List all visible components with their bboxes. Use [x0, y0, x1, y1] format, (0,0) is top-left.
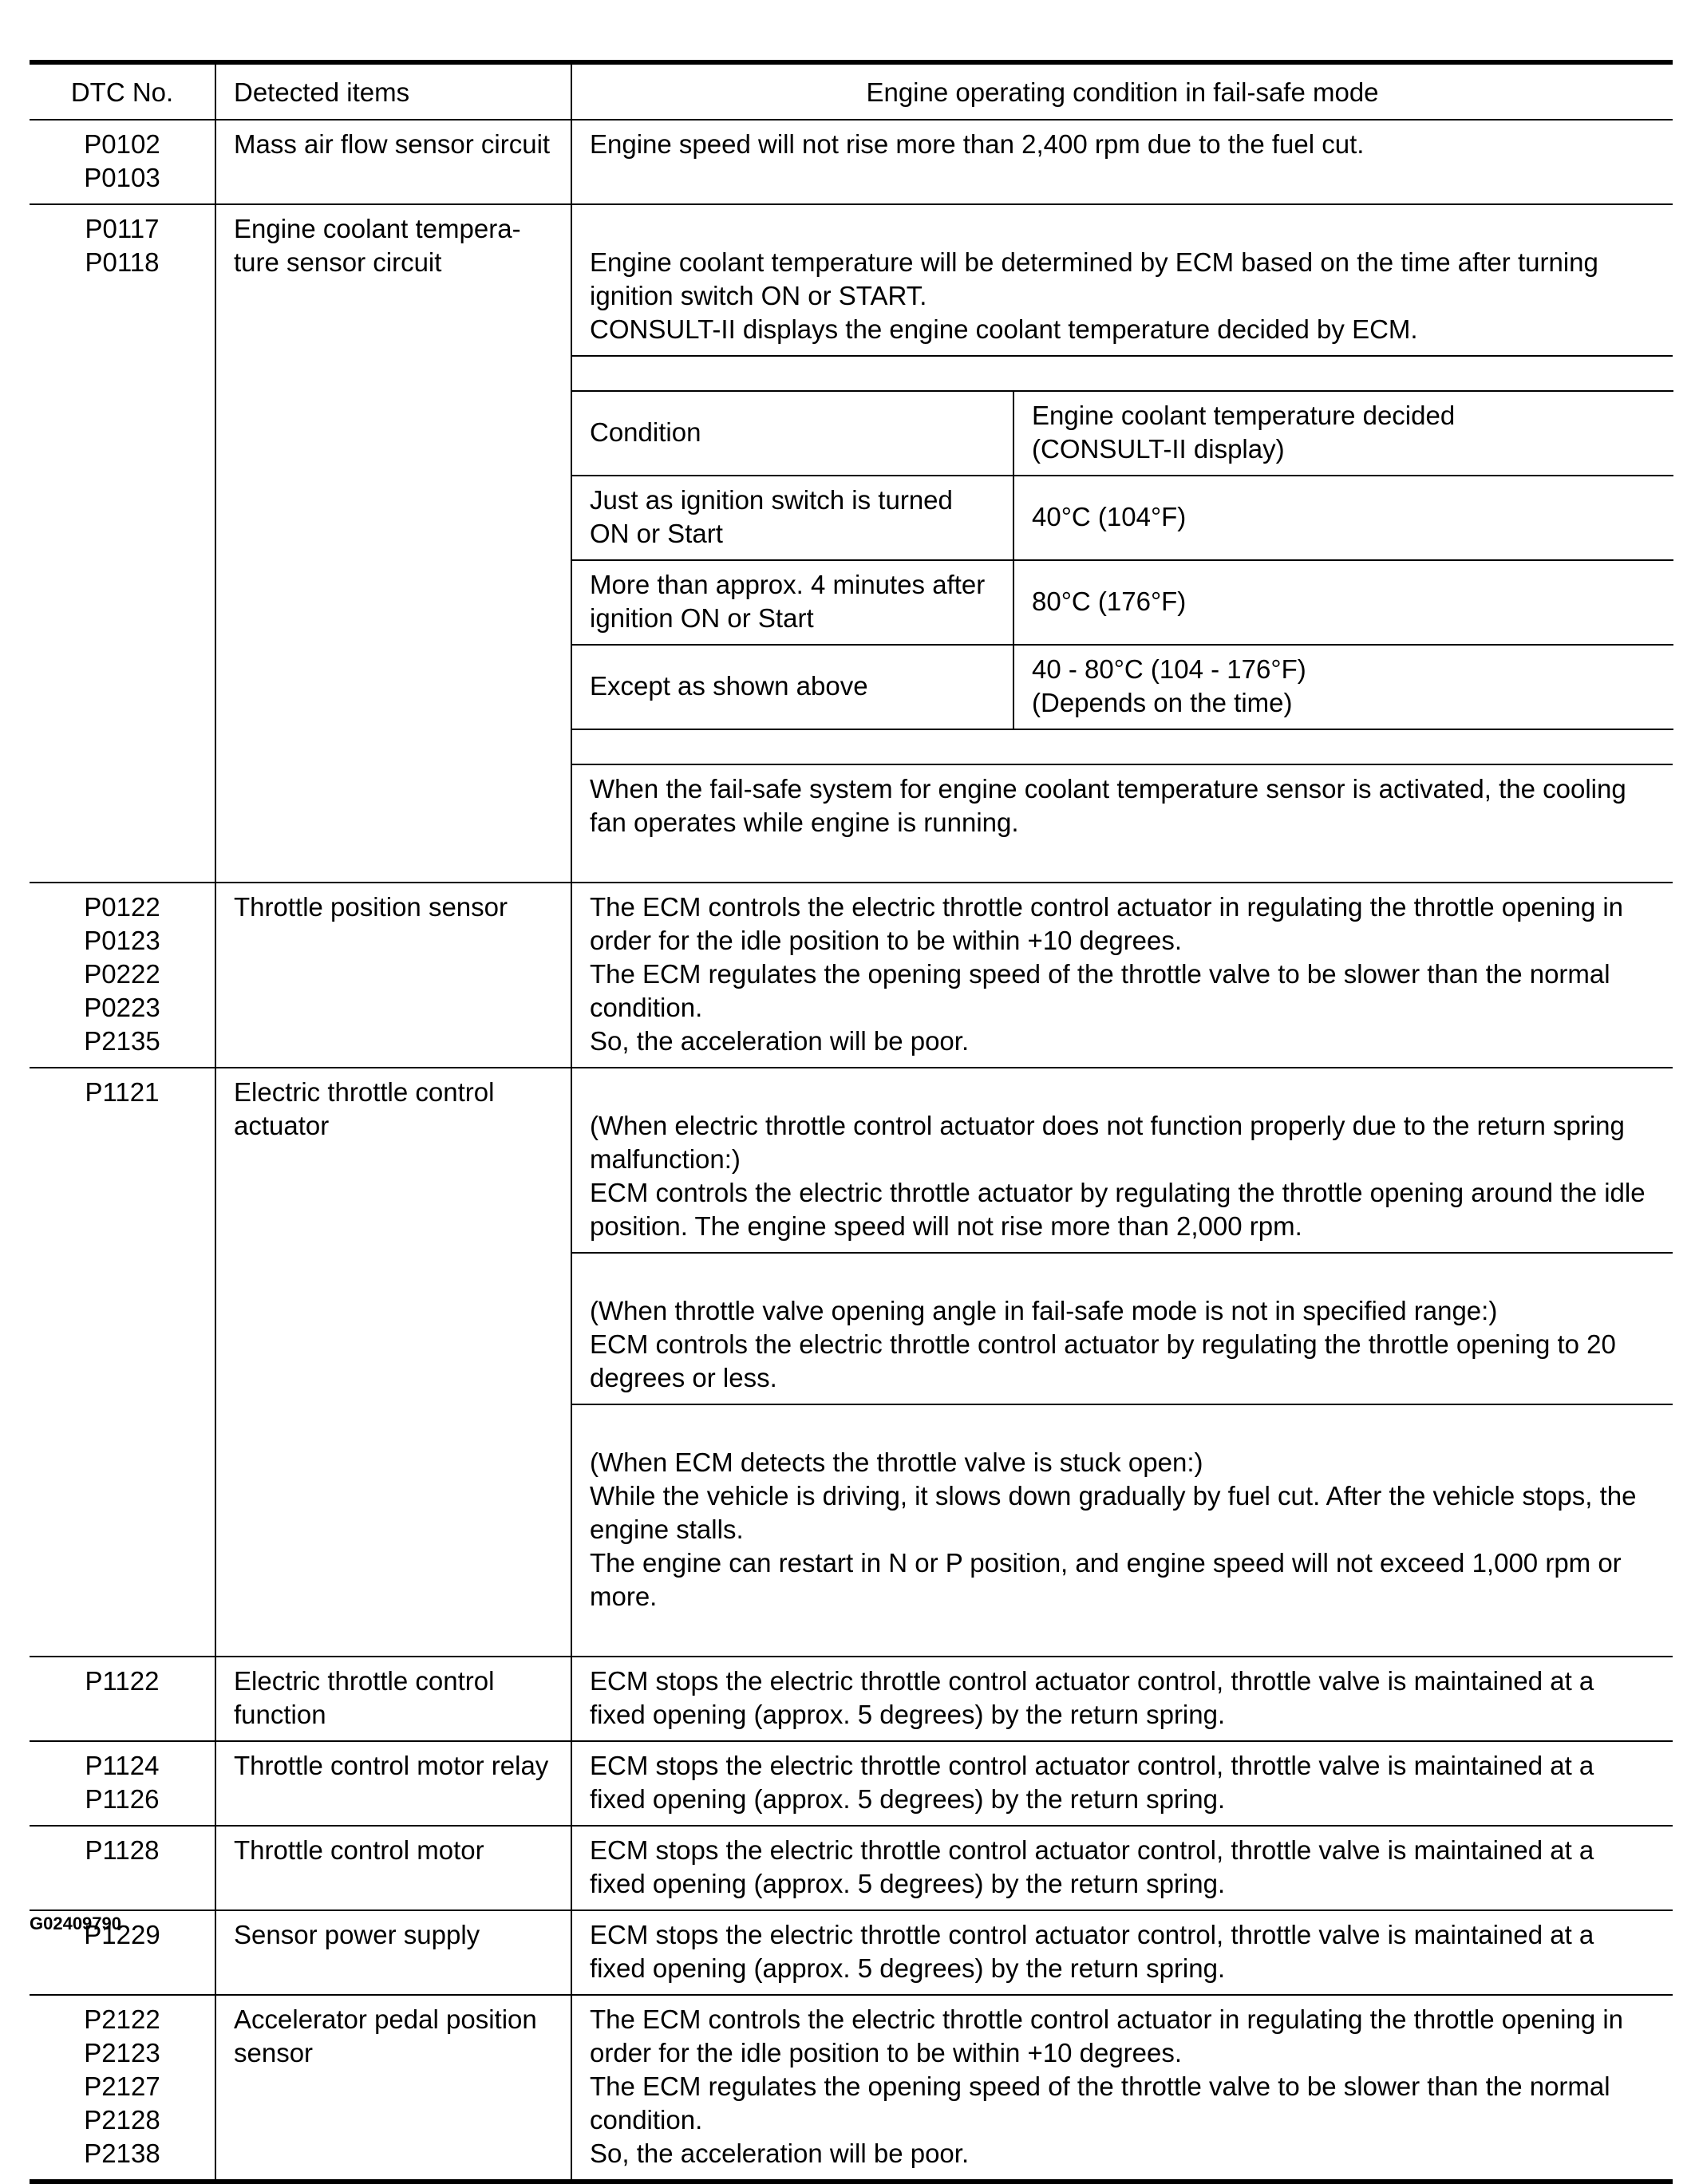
- subtable-header-condition: Condition: [572, 391, 1013, 476]
- detected-item-cell: Throttle position sensor: [215, 883, 571, 1068]
- fail-safe-block: (When ECM detects the throttle valve is stuck open:) While the vehicle is driving, it slows down gradually by fuel cut. After the vehicle stops, the engine stalls. The engine can restart in N or P position, and engine speed will not exceed 1,000 rpm or more.: [590, 1447, 1637, 1611]
- fail-safe-cell: The ECM controls the electric throttle control actuator in regulating the throttle opening in order for the idle position to be within +10 degrees. The ECM regulates the opening speed of the throttle valve to be slower than the normal condition. So, the acceleration will be poor.: [571, 1995, 1673, 2182]
- fail-safe-cell: ECM stops the electric throttle control actuator control, throttle valve is maintained at a fixed opening (approx. 5 degrees) by the return spring.: [571, 1657, 1673, 1741]
- dtc-code-cell: P1124 P1126: [30, 1741, 215, 1826]
- dtc-code-cell: P0102 P0103: [30, 120, 215, 204]
- coolant-intro-text: Engine coolant temperature will be determined by ECM based on the time after turning ignition switch ON or START. CONSULT-II displays the engine coolant temperature decided by ECM.: [572, 239, 1673, 357]
- subtable-temperature-cell: 40°C (104°F): [1013, 476, 1673, 560]
- fail-safe-cell: [571, 204, 1673, 883]
- subtable-temperature-cell: 40 - 80°C (104 - 176°F) (Depends on the time): [1013, 645, 1673, 729]
- fail-safe-cell: ECM stops the electric throttle control actuator control, throttle valve is maintained at a fixed opening (approx. 5 degrees) by the return spring.: [571, 1910, 1673, 1995]
- table-header-row: [30, 62, 1673, 120]
- table-row: [30, 883, 1673, 1068]
- dtc-code-cell: P2122 P2123 P2127 P2128 P2138: [30, 1995, 215, 2182]
- detected-item-cell: Mass air flow sensor circuit: [215, 120, 571, 204]
- dtc-code-cell: P0117 P0118: [30, 204, 215, 883]
- detected-item-cell: Electric throttle control actuator: [215, 1068, 571, 1657]
- table-row: [30, 1068, 1673, 1657]
- fail-safe-block: (When electric throttle control actuator does not function properly due to the return spring malfunction:) ECM controls the electric throttle actuator by regulating the throttle opening around the idle position. The engine speed will not rise more than 2,000 rpm.: [572, 1102, 1673, 1254]
- fail-safe-cell: Engine speed will not rise more than 2,400 rpm due to the fuel cut.: [571, 120, 1673, 204]
- coolant-outro-text: When the fail-safe system for engine coolant temperature sensor is activated, the cooling fan operates while engine is running.: [572, 764, 1673, 848]
- dtc-code-cell: P1128: [30, 1826, 215, 1910]
- subtable-header-row: [572, 391, 1673, 476]
- header-detected-items: Detected items: [215, 62, 571, 120]
- table-row: [30, 1657, 1673, 1741]
- coolant-temperature-subtable: [572, 390, 1673, 730]
- detected-item-cell: Throttle control motor: [215, 1826, 571, 1910]
- fail-safe-table: [30, 60, 1673, 2184]
- figure-id-label: G02409790: [30, 1913, 121, 1933]
- subtable-row: [572, 476, 1673, 560]
- table-row: [30, 1995, 1673, 2182]
- table-row: [30, 1910, 1673, 1995]
- header-dtc-no: DTC No.: [30, 62, 215, 120]
- detected-item-cell: Sensor power supply: [215, 1910, 571, 1995]
- fail-safe-cell: [571, 1068, 1673, 1657]
- subtable-row: [572, 645, 1673, 729]
- dtc-code-cell: P1229: [30, 1910, 215, 1995]
- fail-safe-cell: The ECM controls the electric throttle control actuator in regulating the throttle opening in order for the idle position to be within +10 degrees. The ECM regulates the opening speed of the throttle valve to be slower than the normal condition. So, the acceleration will be poor.: [571, 883, 1673, 1068]
- dtc-code-cell: P1122: [30, 1657, 215, 1741]
- table-row: [30, 1741, 1673, 1826]
- table-row: [30, 204, 1673, 883]
- subtable-header-temperature: Engine coolant temperature decided (CONSULT-II display): [1013, 391, 1673, 476]
- detected-item-cell: Electric throttle control function: [215, 1657, 571, 1741]
- dtc-code-cell: P0122 P0123 P0222 P0223 P2135: [30, 883, 215, 1068]
- table-row: [30, 1826, 1673, 1910]
- dtc-code-cell: P1121: [30, 1068, 215, 1657]
- fail-safe-cell: ECM stops the electric throttle control actuator control, throttle valve is maintained at a fixed opening (approx. 5 degrees) by the return spring.: [571, 1741, 1673, 1826]
- header-fail-safe-condition: Engine operating condition in fail-safe mode: [571, 62, 1673, 120]
- fail-safe-block: (When throttle valve opening angle in fail-safe mode is not in specified range:) ECM controls the electric throttle control actuator by regulating the throttle opening to 20 degrees or less.: [572, 1287, 1673, 1405]
- detected-item-cell: Accelerator pedal position sensor: [215, 1995, 571, 2182]
- fail-safe-cell: ECM stops the electric throttle control actuator control, throttle valve is maintained at a fixed opening (approx. 5 degrees) by the return spring.: [571, 1826, 1673, 1910]
- subtable-temperature-cell: 80°C (176°F): [1013, 560, 1673, 645]
- detected-item-cell: Throttle control motor relay: [215, 1741, 571, 1826]
- subtable-condition-cell: Except as shown above: [572, 645, 1013, 729]
- detected-item-cell: Engine coolant tempera- ture sensor circuit: [215, 204, 571, 883]
- subtable-condition-cell: More than approx. 4 minutes after ignition ON or Start: [572, 560, 1013, 645]
- subtable-condition-cell: Just as ignition switch is turned ON or Start: [572, 476, 1013, 560]
- subtable-row: [572, 560, 1673, 645]
- table-row: [30, 120, 1673, 204]
